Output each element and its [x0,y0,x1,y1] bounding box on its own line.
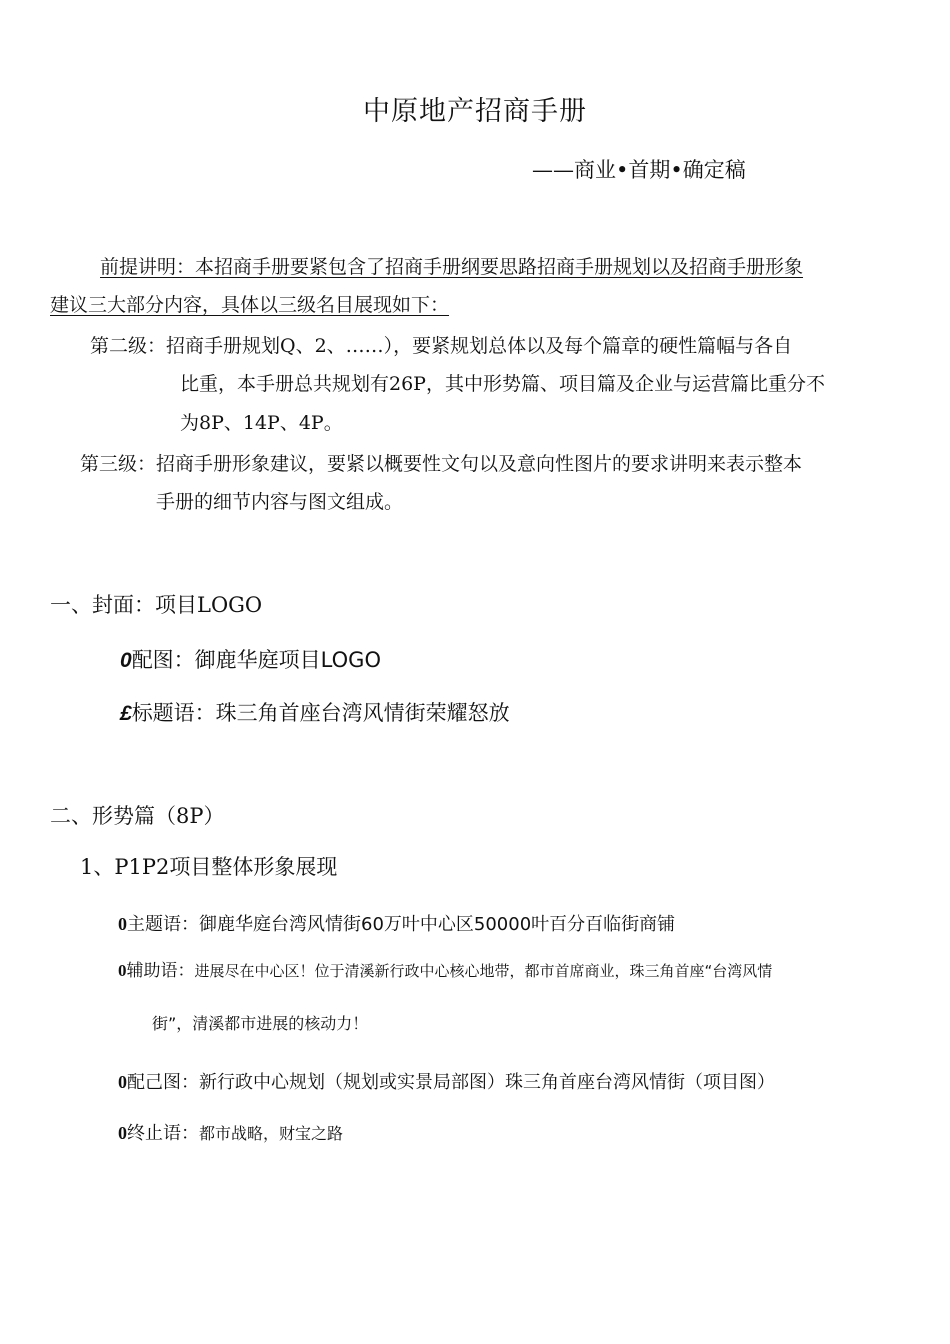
bullet-marker: 0 [118,1123,127,1143]
list-item [118,1073,775,1092]
item-label: 辅助语： [126,961,195,981]
item-text: 御鹿华庭台湾风情街60万叶中心区50000叶百分百临街商铺 [199,914,676,935]
item-label: 终止语： [127,1123,199,1144]
section1-item-2-text: 标题语：珠三角首座台湾风情街荣耀怒放 [131,701,510,725]
item-label: 主题语： [127,914,199,935]
bullet-marker: 0 [118,1072,127,1092]
item-text: 进展尽在中心区！位于清溪新行政中心核心地带，都市首席商业，珠三角首座“台湾风情 [194,962,773,980]
list-item [118,962,772,980]
section1-item-1-text: 配图：御鹿华庭项目LOGO [131,648,381,672]
item-text-continued: 街”，清溪都市进展的核动力！ [152,1014,369,1033]
document-title: 中原地产招商手册 [363,96,587,127]
level2-line-1: 第二级：招商手册规划Q、2、……），要紧规划总体以及每个篇章的硬性篇幅与各自 [90,335,793,357]
section1-item-2 [120,703,510,724]
document-subtitle: ——商业•首期•确定稿 [532,158,746,182]
intro-line-1: 前提讲明：本招商手册要紧包含了招商手册纲要思路招商手册规划以及招商手册形象 [100,256,804,278]
item-label: 配己图： [127,1072,199,1093]
section1-heading: 一、封面：项目LOGO [50,593,263,617]
section2-sub1-heading: 1、P1P2项目整体形象展现 [80,855,338,879]
bullet-marker: 0 [118,914,127,934]
item-text: 都市战略，财宝之路 [199,1124,344,1143]
intro-line-2: 建议三大部分内容，具体以三级名目展现如下： [50,294,450,316]
level2-line-3: 为8P、14P、4P。 [180,412,343,434]
bullet-marker: 0 [120,649,132,672]
level3-line-2: 手册的细节内容与图文组成。 [156,491,404,513]
section2-heading: 二、形势篇（8P） [50,804,225,828]
list-item [118,915,675,934]
list-item [118,1124,343,1143]
item-text: 新行政中心规划（规划或实景局部图）珠三角首座台湾风情街（项目图） [199,1072,775,1093]
section1-item-1 [120,650,381,671]
level2-line-2: 比重，本手册总共规划有26P，其中形势篇、项目篇及企业与运营篇比重分不 [180,373,825,395]
bullet-marker: 0 [118,961,127,980]
bullet-marker: £ [120,702,132,725]
level3-line-1: 第三级：招商手册形象建议，要紧以概要性文句以及意向性图片的要求讲明来表示整本 [80,453,803,475]
